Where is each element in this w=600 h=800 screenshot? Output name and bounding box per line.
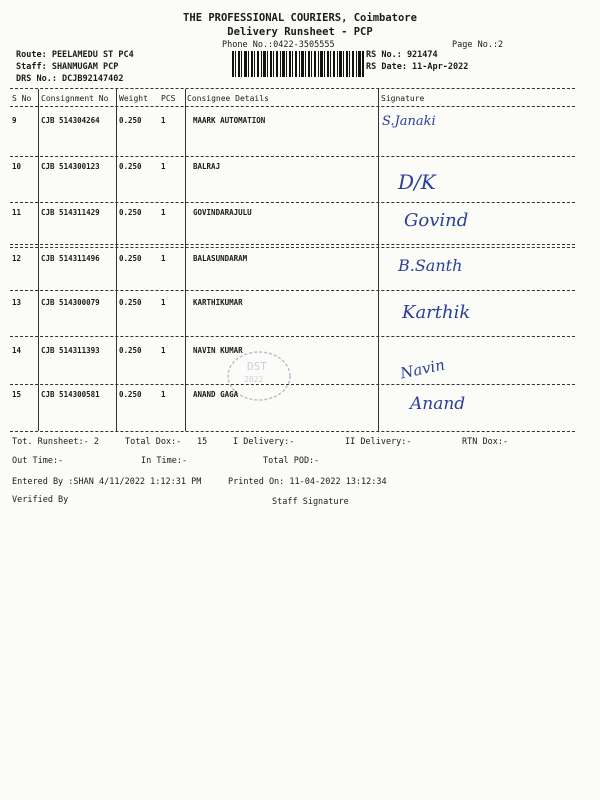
col-signature: Signature	[381, 94, 425, 103]
col-pcs: PCS	[161, 94, 176, 103]
total-pod: Total POD:-	[263, 456, 320, 466]
row-pcs: 1	[161, 208, 166, 217]
row-rule	[10, 290, 575, 291]
rtn-dox: RTN Dox:-	[462, 437, 509, 447]
row-signature: Anand	[410, 394, 466, 414]
entered-by: Entered By :SHAN 4/11/2022 1:12:31 PM	[12, 477, 202, 487]
row-consignee: NAVIN KUMAR	[193, 346, 243, 355]
row-pcs: 1	[161, 254, 166, 263]
stamp-text: 2022	[244, 375, 264, 384]
row-sno: 12	[12, 254, 22, 263]
row-consignee: MAARK AUTOMATION	[193, 116, 266, 125]
rs-number: RS No.: 921474	[366, 50, 438, 60]
verified-by: Verified By	[12, 495, 69, 505]
page-number: Page No.:2	[452, 40, 504, 50]
staff-signature: Staff Signature	[272, 497, 349, 507]
rs-date: RS Date: 11-Apr-2022	[366, 62, 469, 72]
col-consignment: Consignment No	[41, 94, 109, 103]
table-header-rule	[10, 106, 575, 107]
row-consignee: KARTHIKUMAR	[193, 298, 243, 307]
row-weight: 0.250	[119, 254, 142, 263]
staff-label: Staff: SHANMUGAM PCP	[16, 62, 119, 72]
row-pcs: 1	[161, 346, 166, 355]
i-delivery: I Delivery:-	[233, 437, 295, 447]
barcode-icon	[232, 51, 364, 77]
total-runsheet: Tot. Runsheet:- 2	[12, 437, 99, 447]
table-top-rule	[10, 88, 575, 89]
row-signature: Navin	[398, 355, 447, 383]
total-dox-label: Total Dox:-	[125, 437, 182, 447]
row-signature: Govind	[404, 210, 469, 231]
row-weight: 0.250	[119, 162, 142, 171]
row-weight: 0.250	[119, 208, 142, 217]
row-pcs: 1	[161, 298, 166, 307]
ii-delivery: II Delivery:-	[345, 437, 412, 447]
row-pcs: 1	[161, 116, 166, 125]
runsheet-title: Delivery Runsheet - PCP	[227, 26, 373, 38]
row-weight: 0.250	[119, 346, 142, 355]
row-sno: 11	[12, 208, 22, 217]
in-time: In Time:-	[141, 456, 188, 466]
row-sno: 14	[12, 346, 22, 355]
row-sno: 15	[12, 390, 22, 399]
row-rule	[10, 384, 575, 385]
row-signature: S.Janaki	[382, 114, 436, 129]
row-rule	[10, 336, 575, 337]
row-consignment: CJB 514311429	[41, 208, 100, 217]
route-label: Route: PEELAMEDU ST PC4	[16, 50, 134, 60]
row-sno: 9	[12, 116, 17, 125]
row-rule	[10, 202, 575, 203]
row-signature: D/K	[398, 170, 436, 194]
col-divider	[185, 89, 186, 431]
stamp-text: DST	[247, 360, 267, 373]
printed-on: Printed On: 11-04-2022 13:12:34	[228, 477, 387, 487]
company-title: THE PROFESSIONAL COURIERS, Coimbatore	[183, 12, 417, 24]
col-divider	[378, 89, 379, 431]
row-consignment: CJB 514300123	[41, 162, 100, 171]
row-consignee: BALASUNDARAM	[193, 254, 248, 263]
row-consignment: CJB 514311496	[41, 254, 100, 263]
row-sno: 10	[12, 162, 22, 171]
col-weight: Weight	[119, 94, 148, 103]
col-divider	[116, 89, 117, 431]
row-weight: 0.250	[119, 116, 142, 125]
row-rule	[10, 156, 575, 157]
out-time: Out Time:-	[12, 456, 64, 466]
row-pcs: 1	[161, 390, 166, 399]
row-consignee: BALRAJ	[193, 162, 221, 171]
row-sno: 13	[12, 298, 22, 307]
row-consignee: GOVINDARAJULU	[193, 208, 252, 217]
row-pcs: 1	[161, 162, 166, 171]
row-rule	[10, 247, 575, 248]
row-signature: B.Santh	[398, 256, 463, 275]
drs-number: DRS No.: DCJB92147402	[16, 74, 124, 84]
total-dox-value: 15	[197, 437, 208, 447]
row-consignment: CJB 514300581	[41, 390, 100, 399]
row-weight: 0.250	[119, 390, 142, 399]
row-consignment: CJB 514300079	[41, 298, 100, 307]
row-consignment: CJB 514311393	[41, 346, 100, 355]
col-divider	[38, 89, 39, 431]
col-consignee: Consignee Details	[187, 94, 269, 103]
row-rule	[10, 244, 575, 245]
col-sno: S No	[12, 94, 32, 103]
table-bottom-rule	[10, 431, 575, 432]
row-consignment: CJB 514304264	[41, 116, 100, 125]
phone-number: Phone No.:0422-3505555	[222, 40, 335, 50]
row-signature: Karthik	[402, 302, 471, 323]
row-consignee: ANAND GAGA	[193, 390, 239, 399]
row-weight: 0.250	[119, 298, 142, 307]
